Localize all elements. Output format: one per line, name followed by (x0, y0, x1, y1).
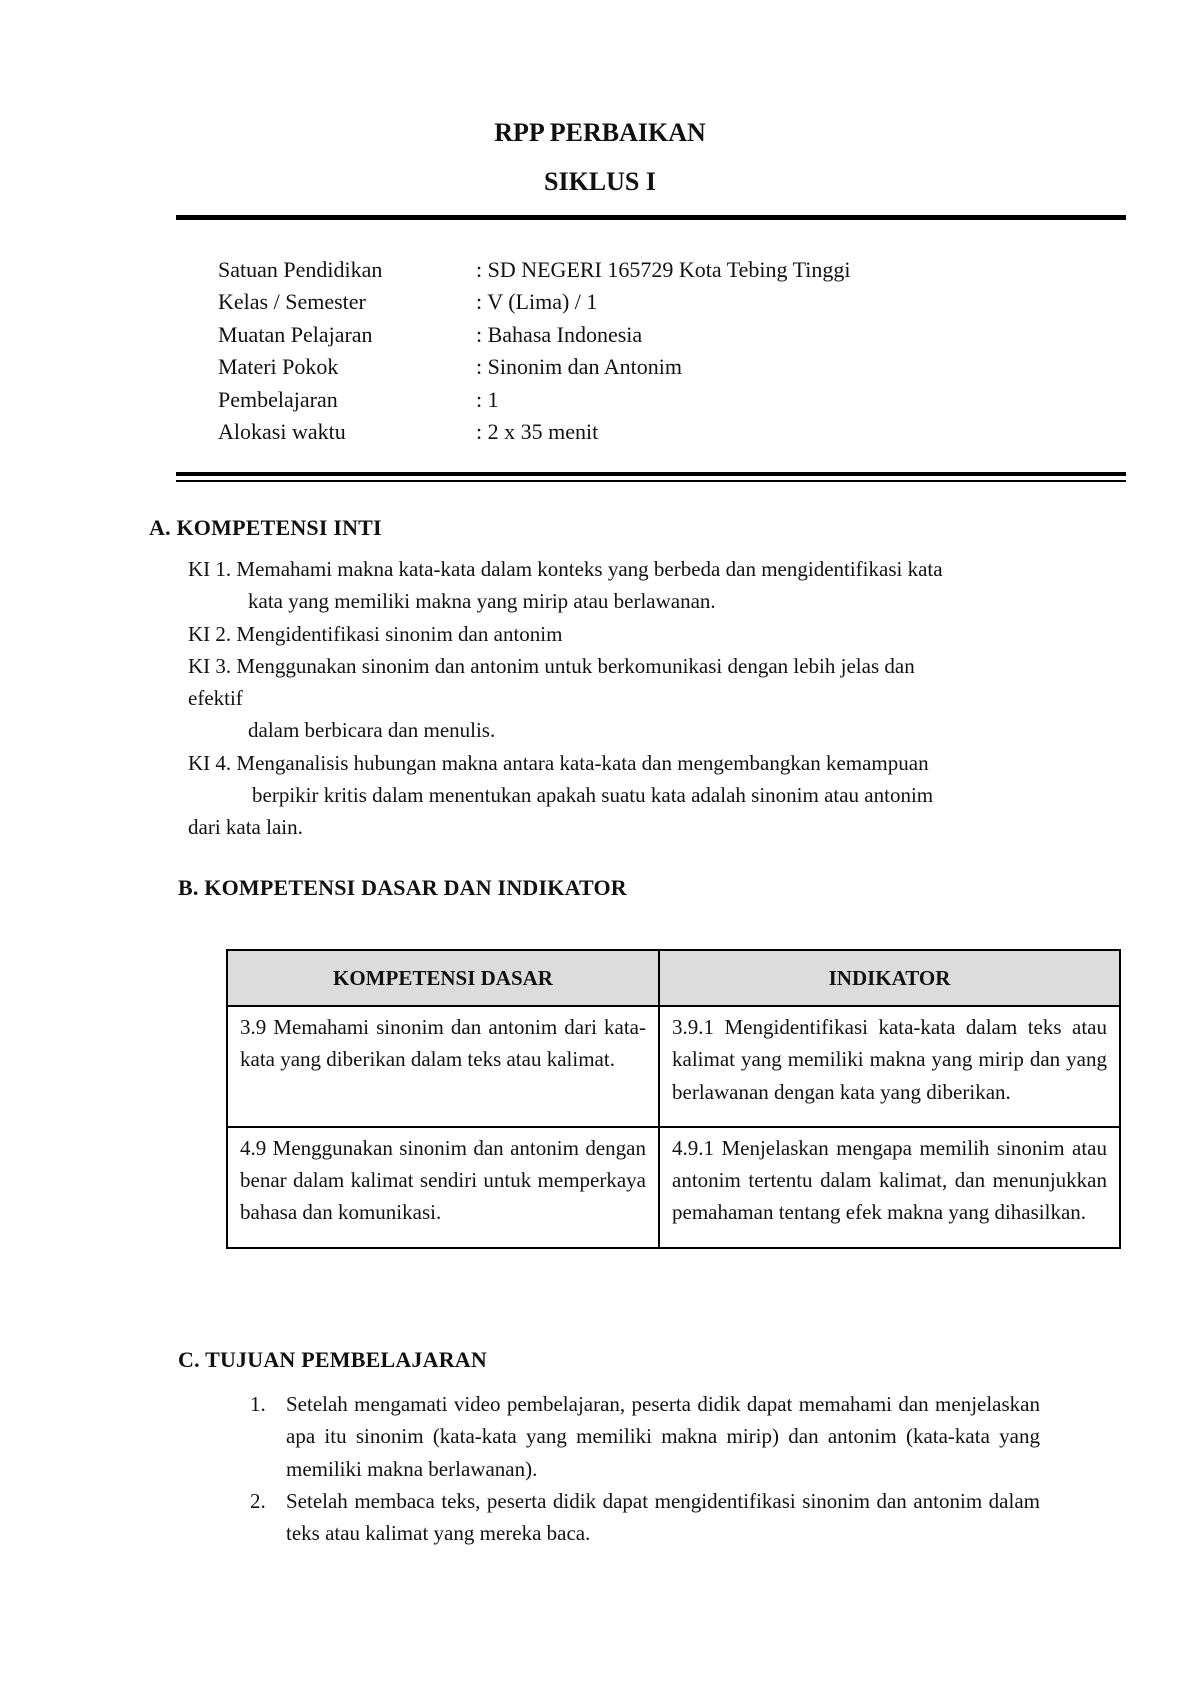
ki-line: efektif (188, 686, 243, 711)
ki-line: KI 1. Memahami makna kata-kata dalam konteks yang berbeda dan mengidentifikasi kata (188, 557, 943, 581)
section-c-heading: C. TUJUAN PEMBELAJARAN (178, 1347, 487, 1372)
section-b-heading: B. KOMPETENSI DASAR DAN INDIKATOR (178, 875, 627, 900)
list-number: 2. (250, 1488, 266, 1513)
info-row (218, 384, 851, 416)
ki-line: KI 3. Menggunakan sinonim dan antonim untuk berkomunikasi dengan lebih jelas dan (188, 653, 915, 678)
tujuan-list (250, 1388, 1040, 1549)
header-divider (176, 215, 1126, 220)
table-header-row (227, 950, 1120, 1006)
table-cell: 3.9.1 Mengidentifikasi kata-kata dalam teks atau kalimat yang memiliki makna yang mirip dan yang berlawanan dengan kata yang diberikan. (659, 1006, 1120, 1127)
ki-line: berpikir kritis dalam menentukan apakah suatu kata adalah sinonim atau antonim (252, 783, 934, 808)
identity-info (218, 254, 851, 448)
table-row (227, 1006, 1120, 1127)
info-row (218, 351, 851, 383)
table-cell: 4.9.1 Menjelaskan mengapa memilih sinonim atau antonim tertentu dalam kalimat, dan menunjukkan pemahaman tentang efek makna yang dihasilkan. (659, 1127, 1120, 1248)
info-label: Satuan Pendidikan (218, 257, 383, 282)
section-a-heading: A. KOMPETENSI INTI (149, 515, 382, 540)
column-header: INDIKATOR (659, 950, 1120, 1006)
info-row (218, 319, 851, 351)
info-divider (176, 472, 1126, 482)
info-value: : Bahasa Indonesia (476, 321, 643, 347)
info-value: : 1 (476, 386, 499, 412)
document-subtitle: SIKLUS I (544, 167, 656, 196)
info-label: Muatan Pelajaran (218, 321, 373, 347)
ki-line: kata yang memiliki makna yang mirip atau berlawanan. (248, 589, 716, 614)
table-row (227, 1127, 1120, 1248)
column-header: KOMPETENSI DASAR (227, 950, 659, 1006)
info-row (218, 416, 851, 448)
kompetensi-inti (188, 553, 1064, 844)
ki-line: KI 2. Mengidentifikasi sinonim dan antonim (188, 621, 563, 646)
document-title: RPP PERBAIKAN (494, 118, 706, 147)
ki-line: dalam berbicara dan menulis. (248, 718, 496, 743)
info-label: Alokasi waktu (218, 418, 346, 444)
list-text: Setelah membaca teks, peserta didik dapat mengidentifikasi sinonim dan antonim dalam teks atau kalimat yang mereka baca. (286, 1488, 1040, 1546)
ki-line: dari kata lain. (188, 815, 303, 840)
kd-indikator-table (226, 949, 1121, 1249)
table-cell: 3.9 Memahami sinonim dan antonim dari kata-kata yang diberikan dalam teks atau kalimat. (227, 1006, 659, 1127)
list-text: Setelah mengamati video pembelajaran, peserta didik dapat memahami dan menjelaskan apa itu sinonim (kata-kata yang memiliki makna mirip) dan antonim (kata-kata yang memiliki makna berlawanan). (286, 1392, 1040, 1481)
list-number: 1. (250, 1392, 266, 1416)
table-cell: 4.9 Menggunakan sinonim dan antonim dengan benar dalam kalimat sendiri untuk memperkaya bahasa dan komunikasi. (227, 1127, 659, 1248)
info-value: : Sinonim dan Antonim (476, 354, 682, 380)
info-value: : 2 x 35 menit (476, 418, 599, 444)
info-row (218, 286, 851, 318)
info-value: : V (Lima) / 1 (476, 289, 598, 315)
list-item (250, 1485, 1040, 1550)
info-label: Materi Pokok (218, 354, 339, 380)
list-item (250, 1388, 1040, 1485)
info-label: Pembelajaran (218, 386, 338, 412)
info-label: Kelas / Semester (218, 289, 366, 315)
info-value: : SD NEGERI 165729 Kota Tebing Tinggi (476, 257, 851, 282)
info-row (218, 254, 851, 286)
ki-line: KI 4. Menganalisis hubungan makna antara kata-kata dan mengembangkan kemampuan (188, 750, 929, 775)
